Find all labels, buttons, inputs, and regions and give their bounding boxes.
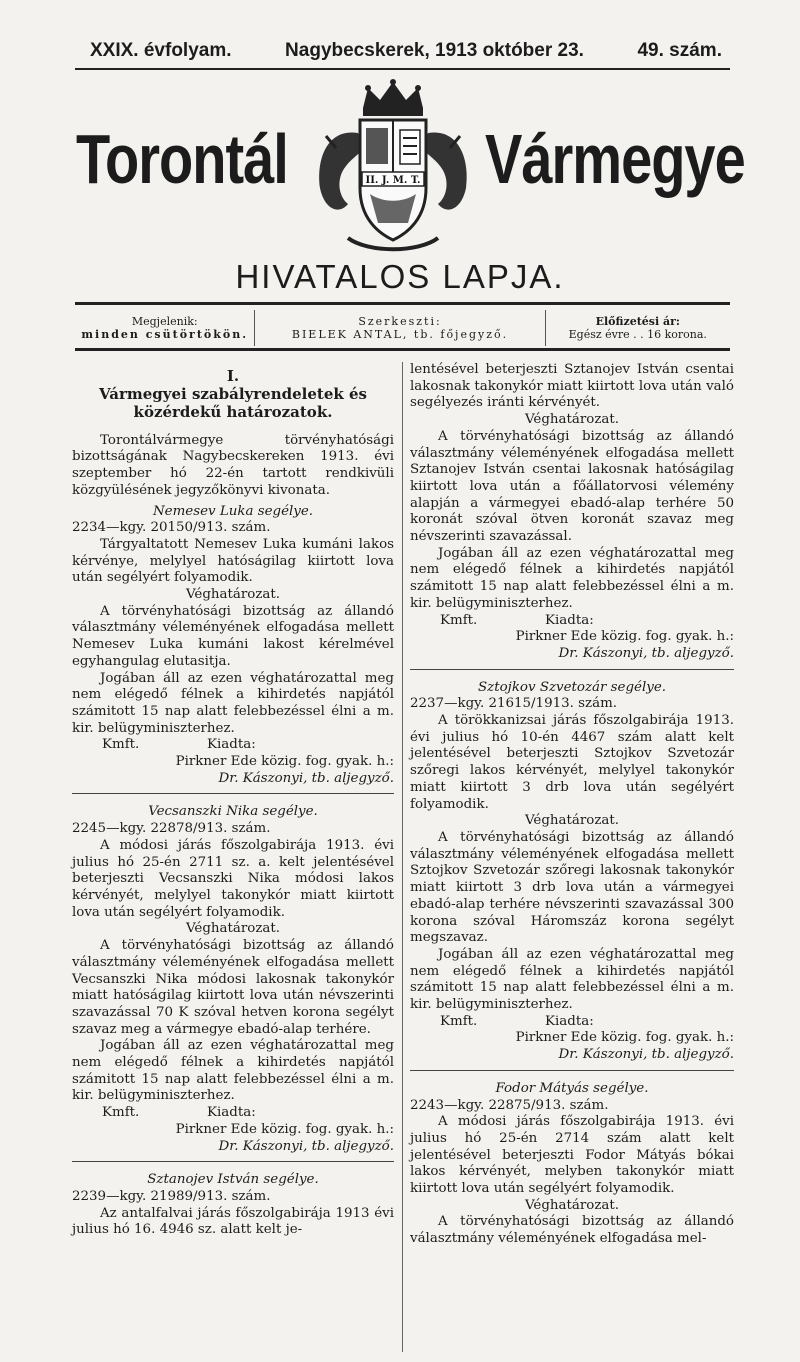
decision-heading: Véghatározat. bbox=[185, 587, 281, 603]
price-cell bbox=[546, 310, 730, 346]
article-text: A módosi járás főszolgabirája 1913. évi julius hó 25-én 2711 sz. a. kelt jelentésével beterjeszti Vecsanszki Nika módosi lakos kérvényét, melylyel takonykór miatt kiirtott lova után segélyért folyamodik. bbox=[72, 837, 394, 920]
article-title: Sztanojev István segélye. bbox=[147, 1172, 319, 1188]
info-bar bbox=[75, 310, 730, 346]
article-title: Nemesev Luka segélye. bbox=[152, 503, 314, 519]
article-separator bbox=[410, 1070, 734, 1071]
kmft-line: Kmft. Kiadta: bbox=[440, 1013, 594, 1029]
kmft-line: Kmft. Kiadta: bbox=[102, 1105, 256, 1121]
article-reference: 2237—kgy. 21615/1913. szám. bbox=[410, 696, 618, 712]
article-reference: 2239—kgy. 21989/913. szám. bbox=[72, 1188, 271, 1204]
masthead-left-word: Torontál bbox=[76, 119, 288, 198]
decision-text: A törvényhatósági bizottság az állandó választmány véleményének elfogadása mellett Nemesev Luka kumáni lakost kérelmével egyhangulag elutasitja. bbox=[72, 603, 394, 669]
signature-line: Pirkner Ede közig. fog. gyak. h.: bbox=[515, 629, 734, 645]
signature-name: Dr. Kászonyi, tb. aljegyző. bbox=[218, 1138, 394, 1154]
signature-line: Pirkner Ede közig. fog. gyak. h.: bbox=[175, 1121, 394, 1137]
infobar-bottom-rule bbox=[75, 348, 730, 351]
article-title: Fodor Mátyás segélye. bbox=[495, 1080, 649, 1096]
kmft-line: Kmft. Kiadta: bbox=[102, 737, 256, 753]
decision-heading: Véghatározat. bbox=[524, 412, 620, 428]
continued-text: lentésével beterjeszti Sztanojev István csentai lakosnak takonykór miatt kiirtott lova után való segélyezés iránti kérvényét. bbox=[410, 362, 734, 411]
article-text: Az antalfalvai járás főszolgabirája 1913 évi julius hó 16. 4946 sz. alatt kelt je- bbox=[72, 1205, 394, 1238]
date-label: Nagybecskerek, 1913 október 23. bbox=[285, 40, 584, 61]
article-reference: 2243—kgy. 22875/913. szám. bbox=[410, 1097, 609, 1113]
volume-label: XXIX. évfolyam. bbox=[90, 40, 232, 61]
article-text: A törökkanizsai járás főszolgabirája 1913. évi julius hó 10-én 4467 szám alatt kelt jelentésével beterjeszti Sztojkov Szvetozár szőregi lakos kérvényét, melylyel takonykór miatt kiirtott 3 drb lova után segélyért folyamodik. bbox=[410, 713, 734, 812]
decision-text: A törvényhatósági bizottság az állandó választmány véleményének elfogadása mellett Sztojkov Szvetozár szőregi lakosnak takonykór miatt kiirtott 3 drb lova után a vármegyei ebadó-alap terhére névszerinti szavazással 300 korona szóval Háromszáz korona segélyt megszavaz. bbox=[410, 829, 734, 946]
price-label: Előfizetési ár: bbox=[595, 315, 680, 328]
appeal-text: Jogában áll az ezen véghatározattal meg nem elégedő félnek a kihirdetés napjától számitott 15 nap alatt felebbezéssel élni a m. kir. belügyminiszterhez. bbox=[410, 946, 734, 1013]
masthead-subtitle: HIVATALOS LAPJA. bbox=[235, 258, 565, 295]
signature-name: Dr. Kászonyi, tb. aljegyző. bbox=[218, 770, 394, 786]
column-divider bbox=[402, 362, 403, 1352]
editor-cell bbox=[254, 310, 545, 346]
article-title: Vecsanszki Nika segélye. bbox=[148, 804, 318, 820]
appeal-text: Jogában áll az ezen véghatározattal meg nem elégedő félnek a kihirdetés napjától számitott 15 nap alatt felebbezéssel élni a m. kir. belügyminiszterhez. bbox=[72, 1038, 394, 1104]
decision-text: A törvényhatósági bizottság az állandó választmány véleményének elfogadása mellett Vecsanszki Nika módosi lakosnak takonykór miatt hatóságilag kiirtott lova után névszerinti szavazással 70 K szóval hetven korona segélyt szavaz meg a vármegye ebadó-alap terhére. bbox=[72, 938, 394, 1037]
appeal-text: Jogában áll az ezen véghatározattal meg nem elégedő félnek a kihirdetés napjától számitott 15 nap alatt felebbezéssel élni a m. kir. belügyminiszterhez. bbox=[410, 545, 734, 611]
publication-cell bbox=[75, 310, 254, 346]
masthead-right-word: Vármegye bbox=[485, 119, 745, 198]
county-crest-icon bbox=[308, 78, 478, 258]
price-value: Egész évre . . 16 korona. bbox=[568, 328, 707, 341]
article-reference: 2234—kgy. 20150/913. szám. bbox=[72, 520, 271, 536]
header-line bbox=[90, 40, 722, 62]
section-title: Vármegyei szabályrendeletek és közérdekű határozatok. bbox=[99, 384, 367, 421]
article-separator bbox=[72, 1161, 394, 1162]
appeal-text: Jogában áll az ezen véghatározattal meg nem elégedő félnek a kihirdetés napjától számitott 15 nap alatt felebbezéssel élni a m. kir. belügyminiszterhez. bbox=[72, 670, 394, 736]
article-text: Tárgyaltatott Nemesev Luka kumáni lakos kérvénye, melylyel hatóságilag kiirtott lova után segélyért folyamodik. bbox=[72, 536, 394, 586]
article-title: Sztojkov Szvetozár segélye. bbox=[478, 679, 666, 695]
publication-value: minden csütörtökön. bbox=[81, 328, 249, 341]
left-column bbox=[72, 362, 394, 1239]
infobar-top-rule bbox=[75, 302, 730, 305]
article-text: A módosi járás főszolgabirája 1913. évi julius hó 25-én 2714 szám alatt kelt jelentésével beterjeszti Fodor Mátyás bókai lakos kérvényét, melyben takonykór miatt kiirtott lova után segélyért folyamodik. bbox=[410, 1114, 734, 1197]
signature-line: Pirkner Ede közig. fog. gyak. h.: bbox=[515, 1030, 734, 1046]
signature-name: Dr. Kászonyi, tb. aljegyző. bbox=[558, 1047, 734, 1063]
decision-heading: Véghatározat. bbox=[524, 813, 620, 829]
article-separator bbox=[410, 669, 734, 670]
decision-text: A törvényhatósági bizottság az állandó választmány véleményének elfogadása mellett Sztanojev István csentai lakosnak hatóságilag kiirtott lova után a főállatorvosi vélemény alapján a vármegyei ebadó-alap terhére 50 koronát szóval ötven koronát szavaz meg névszerinti szavazással. bbox=[410, 428, 734, 545]
editor-value: BIELEK ANTAL, tb. főjegyző. bbox=[291, 328, 509, 341]
editor-label: Szerkeszti: bbox=[358, 315, 442, 328]
publication-label: Megjelenik: bbox=[131, 315, 198, 328]
svg-text:II. J. M. T.: II. J. M. T. bbox=[365, 175, 421, 186]
decision-heading: Véghatározat. bbox=[185, 921, 281, 937]
header-rule bbox=[75, 68, 730, 70]
decision-heading: Véghatározat. bbox=[524, 1197, 620, 1213]
intro-paragraph: Torontálvármegye törvényhatósági bizottságának Nagybecskereken 1913. évi szeptember hó 22-én tartott rendkivüli közgyülésének jegyzőkönyvi kivonata. bbox=[72, 432, 394, 498]
signature-name: Dr. Kászonyi, tb. aljegyző. bbox=[558, 645, 734, 661]
section-number: I. bbox=[226, 367, 240, 385]
right-column bbox=[410, 362, 734, 1248]
article-separator bbox=[72, 793, 394, 794]
decision-text: A törvényhatósági bizottság az állandó választmány véleményének elfogadása mel- bbox=[410, 1214, 734, 1247]
issue-label: 49. szám. bbox=[637, 40, 722, 61]
signature-line: Pirkner Ede közig. fog. gyak. h.: bbox=[175, 754, 394, 770]
article-reference: 2245—kgy. 22878/913. szám. bbox=[72, 821, 271, 837]
kmft-line: Kmft. Kiadta: bbox=[440, 612, 594, 628]
